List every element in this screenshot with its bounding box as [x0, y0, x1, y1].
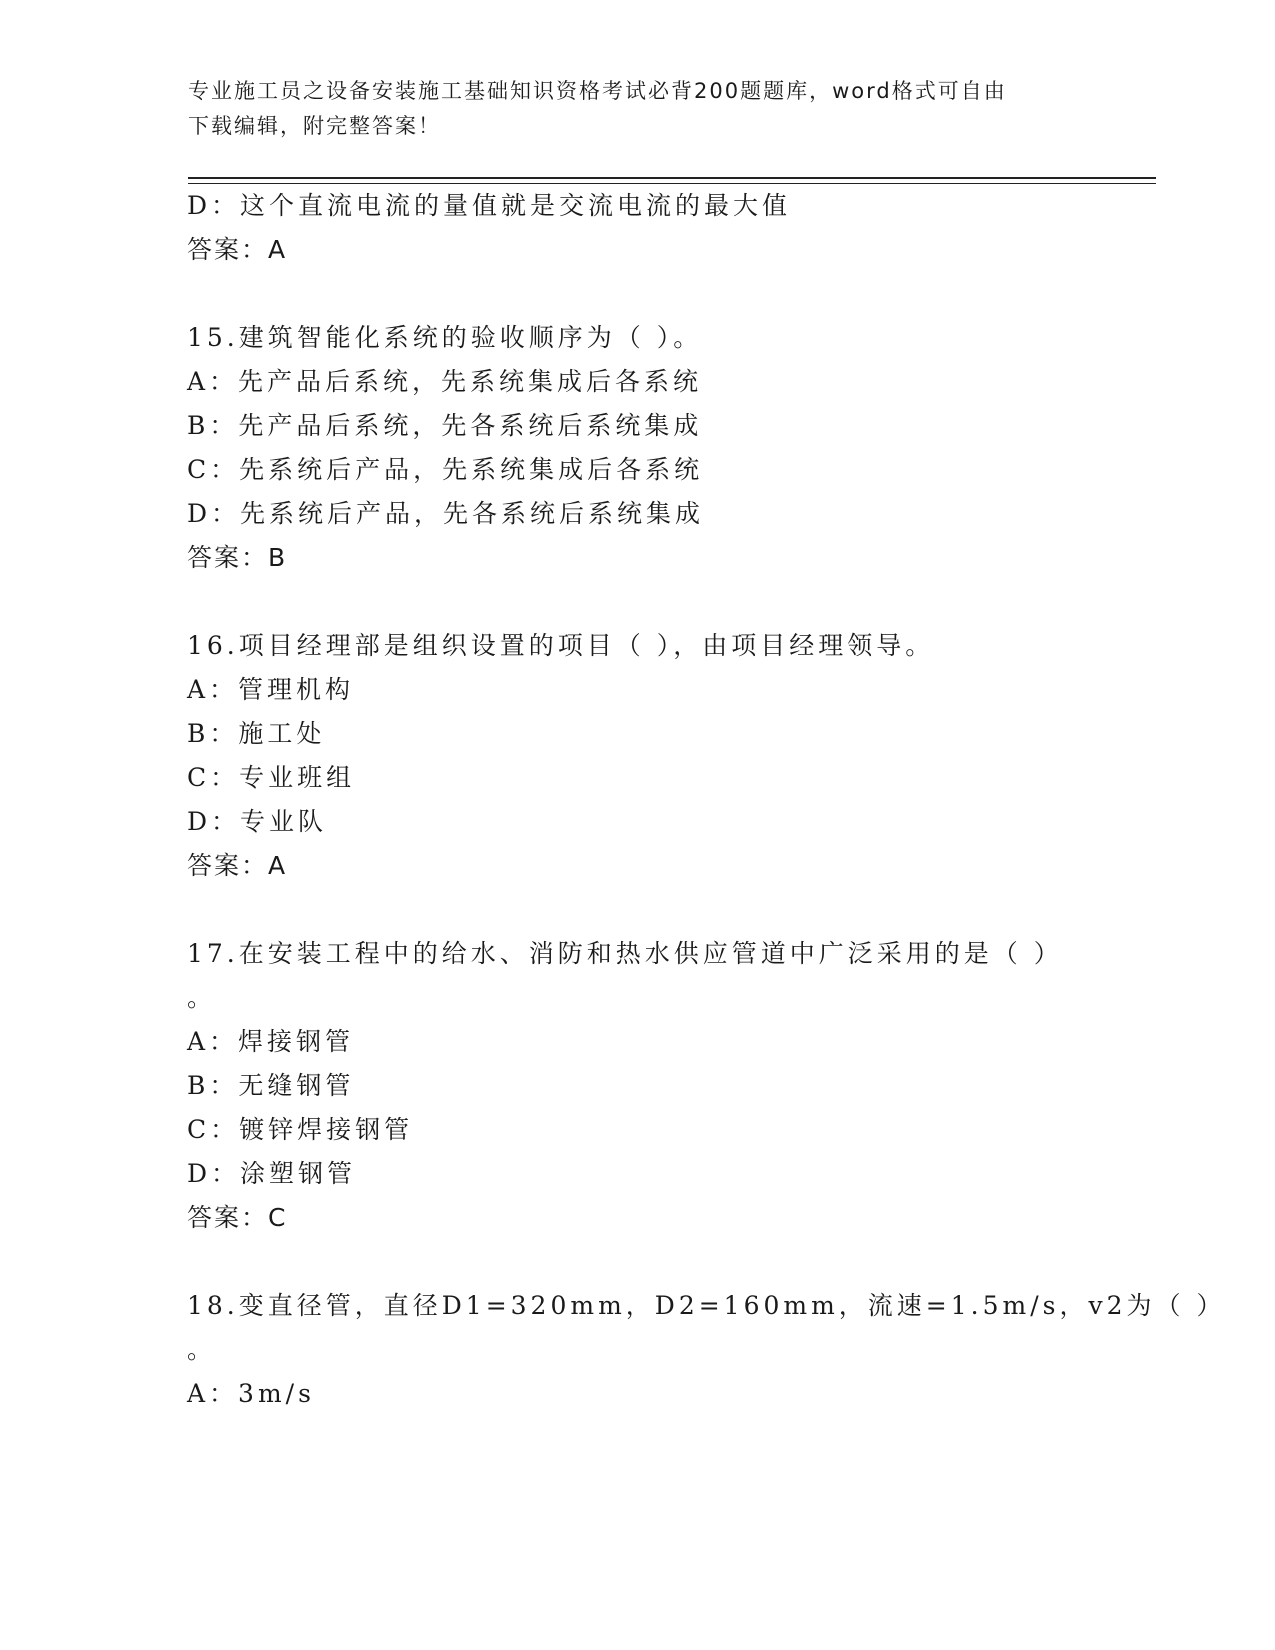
header-rule-thick — [188, 177, 1156, 179]
question-15-stem: 15.建筑智能化系统的验收顺序为（ ）。 — [187, 323, 703, 352]
question-17-answer: 答案：C — [187, 1203, 288, 1232]
question-16-stem: 16.项目经理部是组织设置的项目（ ），由项目经理领导。 — [187, 631, 935, 660]
question-17-option-c: C：镀锌焊接钢管 — [187, 1115, 414, 1144]
question-17-stem-cont: 。 — [187, 983, 217, 1012]
question-17-option-b: B：无缝钢管 — [187, 1071, 355, 1100]
question-15-option-d: D：先系统后产品，先各系统后系统集成 — [187, 499, 705, 528]
question-15-option-a: A：先产品后系统，先系统集成后各系统 — [187, 367, 703, 396]
question-16-option-b: B：施工处 — [187, 719, 326, 748]
question-18-stem-cont: 。 — [187, 1335, 217, 1364]
question-15-answer: 答案：B — [187, 543, 288, 572]
prev-option-d: D：这个直流电流的量值就是交流电流的最大值 — [187, 191, 792, 220]
header-line-1: 专业施工员之设备安装施工基础知识资格考试必背200题题库，word格式可自由 — [188, 79, 1007, 103]
question-15-option-b: B：先产品后系统，先各系统后系统集成 — [187, 411, 703, 440]
document-header — [188, 74, 1078, 144]
question-17-option-d: D：涂塑钢管 — [187, 1159, 357, 1188]
question-17-stem: 17.在安装工程中的给水、消防和热水供应管道中广泛采用的是（ ） — [187, 939, 1063, 968]
question-17-option-a: A：焊接钢管 — [187, 1027, 355, 1056]
question-18-option-a: A：3m/s — [187, 1379, 315, 1408]
prev-answer: 答案：A — [187, 235, 288, 264]
header-line-2: 下载编辑，附完整答案！ — [188, 114, 441, 138]
question-18-stem: 18.变直径管，直径D1=320mm，D2=160mm，流速=1.5m/s，v2为（ ） — [187, 1291, 1226, 1320]
question-16-option-c: C：专业班组 — [187, 763, 356, 792]
question-15-option-c: C：先系统后产品，先系统集成后各系统 — [187, 455, 704, 484]
question-16-option-a: A：管理机构 — [187, 675, 355, 704]
question-16-option-d: D：专业队 — [187, 807, 328, 836]
question-16-answer: 答案：A — [187, 851, 288, 880]
header-rule-thin — [188, 183, 1156, 184]
